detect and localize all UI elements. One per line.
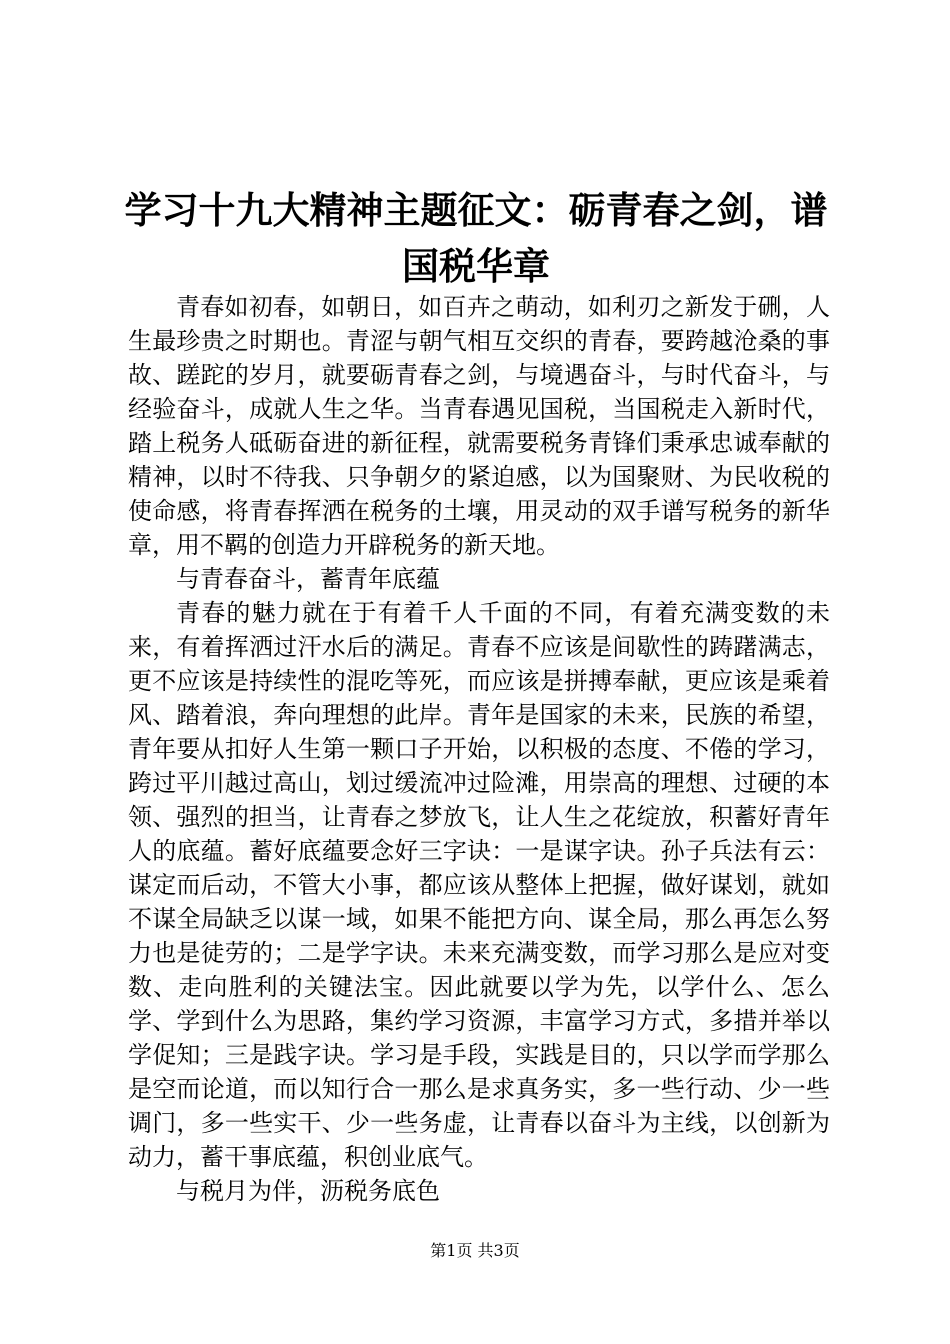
section-heading-1: 与青春奋斗，蓄青年底蕴 bbox=[176, 565, 440, 593]
document-body bbox=[128, 290, 830, 1208]
document-title: 学习十九大精神主题征文：砺青春之剑，谱国税华章 bbox=[124, 189, 828, 288]
page-footer: 第1页 共3页 bbox=[430, 1241, 520, 1260]
paragraph-intro: 青春如初春，如朝日，如百卉之萌动，如利刃之新发于硎，人生最珍贵之时期也。青涩与朝气相互交织的青春，要跨越沧桑的事故、蹉跎的岁月，就要砺青春之剑，与境遇奋斗，与时代奋斗，与经验奋斗，成就人生之华。当青春遇见国税，当国税走入新时代，踏上税务人砥砺奋进的新征程，就需要税务青锋们秉承忠诚奉献的精神，以时不待我、只争朝夕的紧迫感，以为国聚财、为民收税的使命感，将青春挥洒在税务的土壤，用灵动的双手谱写税务的新华章，用不羁的创造力开辟税务的新天地。 bbox=[128, 293, 830, 559]
section-heading-2: 与税月为伴，沥税务底色 bbox=[176, 1177, 440, 1205]
paragraph-section-1: 青春的魅力就在于有着千人千面的不同，有着充满变数的未来，有着挥洒过汗水后的满足。青春不应该是间歇性的踌躇满志，更不应该是持续性的混吃等死，而应该是拼搏奉献，更应该是乘着风、踏着浪，奔向理想的此岸。青年是国家的未来，民族的希望，青年要从扣好人生第一颗口子开始，以积极的态度、不倦的学习，跨过平川越过高山，划过缓流冲过险滩，用崇高的理想、过硬的本领、强烈的担当，让青春之梦放飞，让人生之花绽放，积蓄好青年人的底蕴。蓄好底蕴要念好三字诀：一是谋字诀。孙子兵法有云：谋定而后动，不管大小事，都应该从整体上把握，做好谋划，就如不谋全局缺乏以谋一域，如果不能把方向、谋全局，那么再怎么努力也是徒劳的；二是学字诀。未来充满变数，而学习那么是应对变数、走向胜利的关键法宝。因此就要以学为先，以学什么、怎么学、学到什么为思路，集约学习资源，丰富学习方式，多措并举以学促知；三是践字诀。学习是手段，实践是目的，只以学而学那么是空而论道，而以知行合一那么是求真务实，多一些行动、少一些调门，多一些实干、少一些务虚，让青春以奋斗为主线，以创新为动力，蓄干事底蕴，积创业底气。 bbox=[128, 599, 830, 1171]
